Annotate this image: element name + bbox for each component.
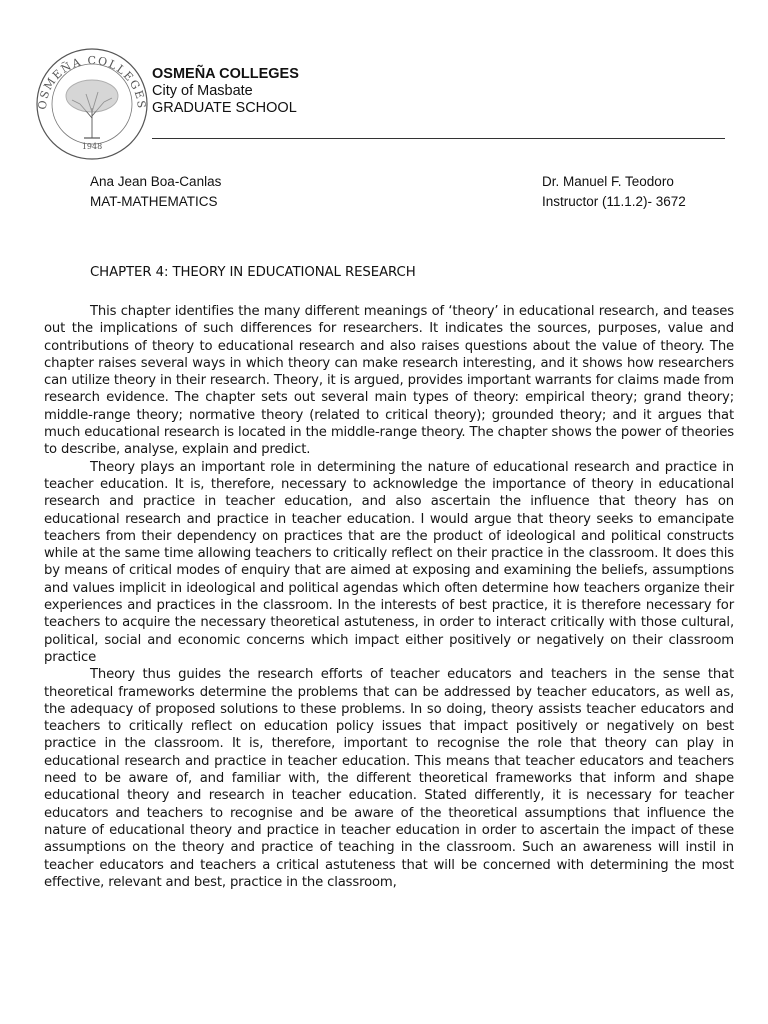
seal-arc-text: OSMEÑA COLLEGES: [35, 53, 149, 111]
chapter-title: CHAPTER 4: THEORY IN EDUCATIONAL RESEARCH: [90, 265, 416, 280]
paragraph-3: Theory thus guides the research efforts of teacher educators and teachers in the sense that theoretical frameworks determine the problems that can be addressed by teacher educators, as well as, the adequacy of proposed solutions to these problems. In so doing, theory assists teacher educators and teachers to critically reflect on education policy issues that impact positively or negatively on best practice in the classroom. It is, therefore, important to recognise the role that theory can play in educational research and practice in teacher education. This means that teacher educators and teachers need to be aware of, and familiar with, the different theoretical frameworks that inform and shape educational theory and research in teacher education. Stated differently, it is necessary for teacher educators and teachers to recognise and be aware of the theoretical assumptions that influence the nature of educational theory and practice in teacher education in order to ascertain the impact of these assumptions on the theory and practice of teaching in the classroom. Such an awareness will instil in teacher educators and teachers a critical astuteness that will be concerned with determining the most effective, relevant and best, practice in the classroom,: [44, 667, 734, 890]
document-body: [44, 303, 734, 891]
school-name: OSMEÑA COLLEGES: [152, 66, 299, 82]
instructor-block: [542, 172, 686, 212]
paragraph-1: This chapter identifies the many different meanings of ‘theory’ in educational research, and teases out the implications of such differences for researchers. It indicates the sources, purposes, value and contributions of theory to educational research and also raises questions about the value of theory. The chapter raises several ways in which theory can make research interesting, and it shows how researchers can utilize theory in their research. Theory, it is argued, provides important warrants for claims made from research evidence. The chapter sets out several main types of theory: empirical theory; grand theory; middle-range theory; normative theory (related to critical theory); grounded theory; and it argues that much educational research is located in the middle-range theory. The chapter shows the power of theories to describe, analyse, explain and predict.: [44, 304, 734, 458]
author-program: MAT-MATHEMATICS: [90, 194, 218, 209]
paragraph-2: Theory plays an important role in determining the nature of educational research and practice in teacher education. It is, therefore, necessary to acknowledge the importance of theory in educational research and practice in teacher education, and also ascertain the influence that theory has on educational research and practice in teacher education. I would argue that theory seeks to emancipate teachers from their dependency on practices that are the product of ideological and political constructs while at the same time allowing teachers to critically reflect on their practice in the classroom. It does this by means of critical modes of enquiry that are aimed at exposing and examining the beliefs, assumptions and values implicit in ideological and political agendas which often determine how teachers organize their experiences and practices in the classroom. In the interests of best practice, it is therefore necessary for teachers to acquire the necessary theoretical astuteness, in order to interact critically with those cultural, political, social and economic concerns which impact either positively or negatively on their classroom practice: [44, 459, 734, 665]
school-city: City of Masbate: [152, 83, 253, 99]
tree-icon: [66, 80, 118, 138]
header-block: [152, 66, 299, 117]
seal-year: 1948: [81, 142, 103, 151]
instructor-title: Instructor (11.1.2)- 3672: [542, 194, 686, 209]
college-seal: [34, 46, 150, 162]
instructor-name: Dr. Manuel F. Teodoro: [542, 174, 674, 189]
header-divider: [152, 138, 725, 139]
author-block: [90, 172, 221, 212]
author-name: Ana Jean Boa-Canlas: [90, 174, 222, 189]
school-division: GRADUATE SCHOOL: [152, 100, 297, 116]
